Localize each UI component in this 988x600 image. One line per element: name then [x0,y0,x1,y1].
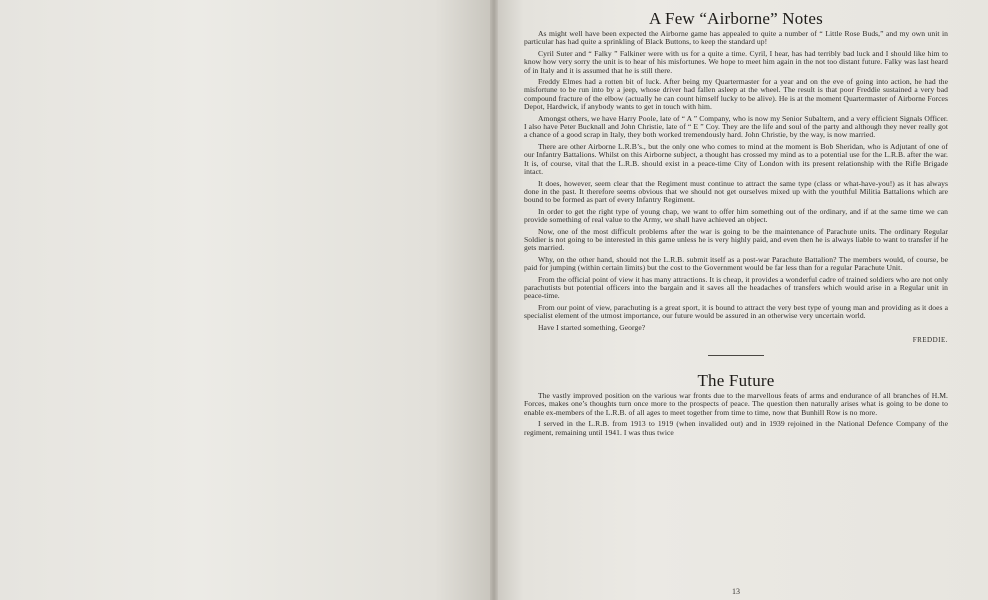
paragraph: In order to get the right type of young chap, we want to offer him something out of the ordinary, and if at the same time we can provide something of real value to the Army, we shall have achieved an object. [524,206,948,225]
paragraph: The vastly improved position on the various war fronts due to the marvellous feats of arms and endurance of all branches of H.M. Forces, makes one’s thoughts turn once more to the prospects of peace. The question then naturally arises what is going to be done to enable ex-members of the L.R.B. of all ages to meet together from time to time, now that Bunhill Row is no more. [524,391,948,417]
paragraph: It does, however, seem clear that the Regiment must continue to attract the same type (class or what-have-you!) as it has always done in the past. It therefore seems obvious that we should not get ourselves mixed up with the youthful Militia Battalions which are bound to be formed as part of every Infantry Regiment. [524,178,948,205]
page-content [524,8,948,440]
section-divider [708,355,764,356]
article-body-the-future [524,392,948,437]
paragraph: Why, on the other hand, should not the L.R.B. submit itself as a post-war Parachute Battalion? The members would, of course, be paid for jumping (within certain limits) but the cost to the Government would be far less than for a regular Parachute Unit. [524,254,948,273]
article-title-airborne-notes: A Few “Airborne” Notes [649,9,823,28]
paragraph: Now, one of the most difficult problems after the war is going to be the maintenance of Parachute units. The ordinary Regular Soldier is not going to be interested in this game unless he is very highly paid, and even then he is always liable to want to transfer if he gets married. [524,226,948,253]
book-gutter [490,0,498,600]
paragraph: From the official point of view it has many attractions. It is cheap, it provides a wonderful cadre of trained soldiers who are not only parachutists but potential officers into the bargain and it saves all the headaches of transfers which would arise in a Regular unit in peace-time. [524,274,948,301]
author-signature: FREDDIE. [912,336,948,344]
paragraph: I served in the L.R.B. from 1913 to 1919 (when invalided out) and in 1939 rejoined in the National Defence Company of the regiment, remaining until 1941. I was thus twice [524,419,948,437]
paragraph: Freddy Elmes had a rotten bit of luck. After being my Quartermaster for a year and on the eve of going into action, he had the misfortune to be run into by a jeep, whose driver had fallen asleep at the wheel. The result is that poor Freddie sustained a very bad compound fracture of the elbow (actually he can count himself lucky to be alive). He is at the moment Quartermaster of Airborne Forces Depot, Hardwick, if anybody wants to get in touch with him. [524,77,948,112]
paragraph: Amongst others, we have Harry Poole, late of “ A ” Company, who is now my Senior Subaltern, and a very efficient Signals Officer. I also have Peter Bucknall and John Christie, late of “ E ” Coy. They are the life and soul of the party and although they never really got a chance of a good scrap in Italy, they both worked tremendously hard. John Christie, by the way, is now married. [524,113,948,140]
paragraph: Cyril Suter and “ Falky ” Falkiner were with us for a quite a time. Cyril, I hear, has had terribly bad luck and I should like him to know how very sorry the unit is to hear of his misfortunes. We hope to meet him again in the not too distant future. Falky was last heard of in Italy and it is assumed that he is still there. [524,48,948,75]
article-title-the-future: The Future [697,371,775,390]
article-body-airborne-notes [524,30,948,332]
paragraph: Have I started something, George? [538,322,646,332]
paragraph: There are other Airborne L.R.B’s., but the only one who comes to mind at the moment is Bob Sheridan, who is Adjutant of one of our Infantry Battalions. Whilst on this Airborne subject, a thought has crossed my mind as to a potential use for the L.R.B. after the war. It is, of course, vital that the L.R.B. should exist in a peace-time City of London with its present relationship with the Rifle Brigade intact. [524,141,948,177]
paragraph: As might well have been expected the Airborne game has appealed to quite a number of “ Little Rose Buds,” and my own unit in particular has had quite a sprinkling of Black Buttons, to keep the standard up! [524,29,948,47]
paragraph: From our point of view, parachuting is a great sport, it is bound to attract the very best type of young man and providing as it does a specialist element of the utmost importance, our future would be assured in an otherwise very uncertain world. [524,302,948,321]
page-number: 13 [732,587,740,596]
